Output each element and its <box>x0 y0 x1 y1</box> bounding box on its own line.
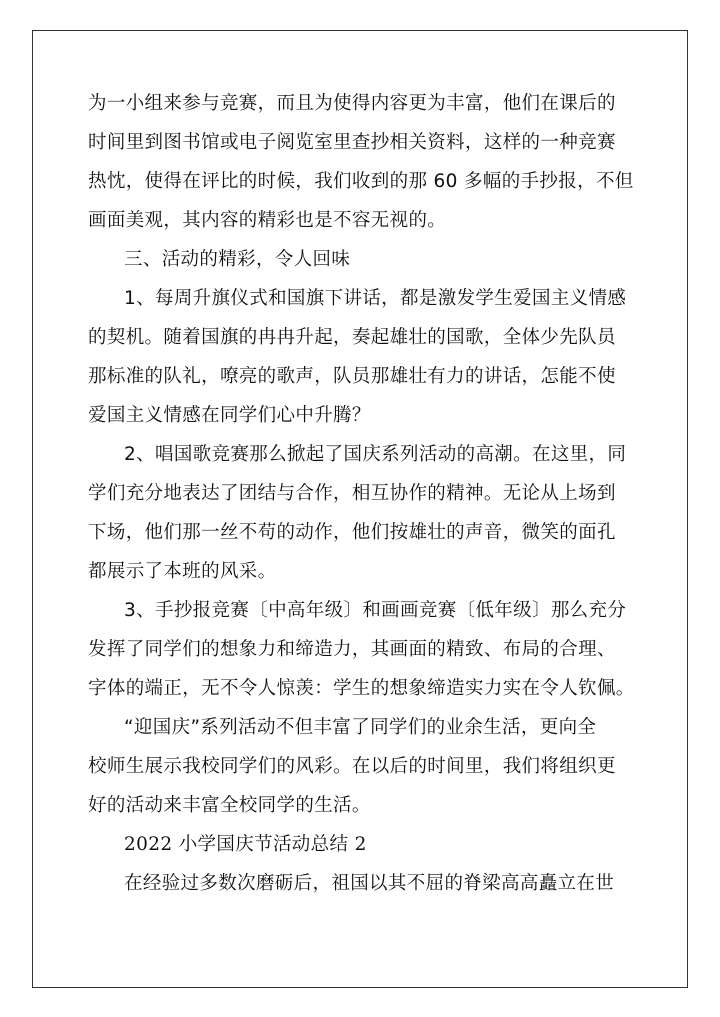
body-line-12: 下场，他们那一丝不苟的动作，他们按雄壮的声音，微笑的面孔 <box>88 522 616 543</box>
subtitle-heading: 2022 小学国庆节活动总结 2 <box>124 834 367 855</box>
body-line-14: 3、手抄报竞赛〔中高年级〕和画画竞赛〔低年级〕那么充分 <box>124 600 627 621</box>
body-line-15: 发挥了同学们的想象力和缔造力，其画面的精致、布局的合理、 <box>88 639 616 660</box>
body-line-1: 为一小组来参与竞赛，而且为使得内容更为丰富，他们在课后的 <box>88 93 616 114</box>
body-line-9: 爱国主义情感在同学们心中升腾？ <box>88 405 371 426</box>
body-line-17: “迎国庆”系列活动不但丰富了同学们的业余生活，更向全 <box>124 717 597 738</box>
body-line-19: 好的活动来丰富全校同学的生活。 <box>88 795 371 816</box>
body-line-13: 都展示了本班的风采。 <box>88 561 277 582</box>
body-line-7: 的契机。随着国旗的冉冉升起，奏起雄壮的国歌，全体少先队员 <box>88 327 616 348</box>
body-line-6: 1、每周升旗仪式和国旗下讲话，都是激发学生爱国主义情感 <box>124 288 627 309</box>
body-line-11: 学们充分地表达了团结与合作，相互协作的精神。无论从上场到 <box>88 483 616 504</box>
body-line-16: 字体的端正，无不令人惊羡：学生的想象缔造实力实在令人钦佩。 <box>88 678 635 699</box>
body-line-2: 时间里到图书馆或电子阅览室里查抄相关资料，这样的一种竞赛 <box>88 132 616 153</box>
body-line-8: 那标准的队礼，嘹亮的歌声，队员那雄壮有力的讲话，怎能不使 <box>88 366 616 387</box>
body-line-10: 2、唱国歌竞赛那么掀起了国庆系列活动的高潮。在这里，同 <box>124 444 627 465</box>
body-line-4: 画面美观，其内容的精彩也是不容无视的。 <box>88 210 447 231</box>
body-line-3: 热忱，使得在评比的时候，我们收到的那 60 多幅的手抄报，不但 <box>88 171 634 192</box>
section-heading: 三、活动的精彩，令人回味 <box>124 249 351 270</box>
body-line-18: 校师生展示我校同学们的风彩。在以后的时间里，我们将组织更 <box>88 756 616 777</box>
body-line-21: 在经验过多数次磨砺后，祖国以其不屈的脊梁高高矗立在世 <box>124 873 615 894</box>
